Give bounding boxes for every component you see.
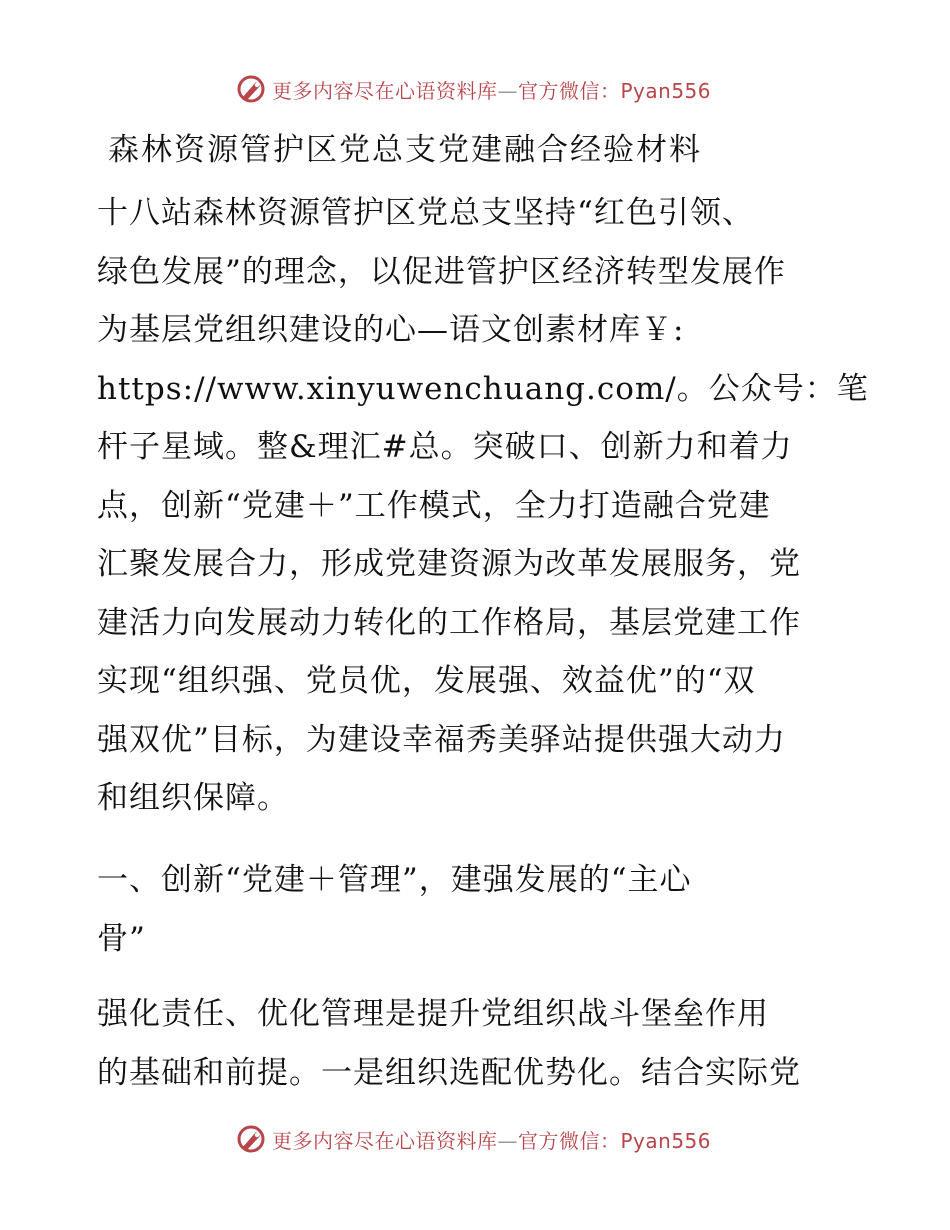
text-line: 的基础和前提。一是组织选配优势化。结合实际党 (97, 1054, 801, 1091)
text-line: 绿色发展”的理念，以促进管护区经济转型发展作 (97, 253, 786, 290)
text-line: 强化责任、优化管理是提升党组织战斗堡垒作用 (97, 996, 769, 1032)
header-banner (0, 72, 950, 106)
text-line: 十八站森林资源管护区党总支坚持“红色引领、 (97, 195, 754, 231)
document-title: 森林资源管护区党总支党建融合经验材料 (108, 132, 702, 168)
text-line: 和组织保障。 (97, 780, 289, 816)
pen-logo-icon (236, 74, 266, 104)
section-heading (97, 851, 857, 968)
footer-banner (0, 1122, 950, 1156)
text-line: 汇聚发展合力，形成党建资源为改革发展服务，党 (97, 546, 801, 582)
banner-text: 更多内容尽在心语资料库—官方微信：Pyan556 (272, 1128, 712, 1153)
heading-line: 骨” (97, 920, 146, 957)
text-line: 建活力向发展动力转化的工作格局，基层党建工作 (97, 604, 801, 641)
banner-text: 更多内容尽在心语资料库—官方微信：Pyan556 (272, 78, 712, 103)
paragraph-intro (97, 184, 869, 828)
text-line: 点，创新“党建＋”工作模式，全力打造融合党建 (97, 487, 771, 524)
text-line: https://www.xinyuwenchuang.com/。公众号：笔 (97, 370, 869, 407)
heading-line: 一、创新“党建＋管理”，建强发展的“主心 (97, 862, 692, 898)
paragraph-section-one (97, 985, 857, 1102)
text-line: 强双优”目标，为建设幸福秀美驿站提供强大动力 (97, 721, 786, 758)
pen-logo-icon (236, 1124, 266, 1154)
text-line: 杆子星域。整&理汇#总。突破口、创新力和着力 (97, 429, 793, 465)
text-line: 为基层党组织建设的心—语文创素材库￥: (97, 312, 685, 348)
text-line: 实现“组织强、党员优，发展强、效益优”的“双 (97, 663, 756, 699)
